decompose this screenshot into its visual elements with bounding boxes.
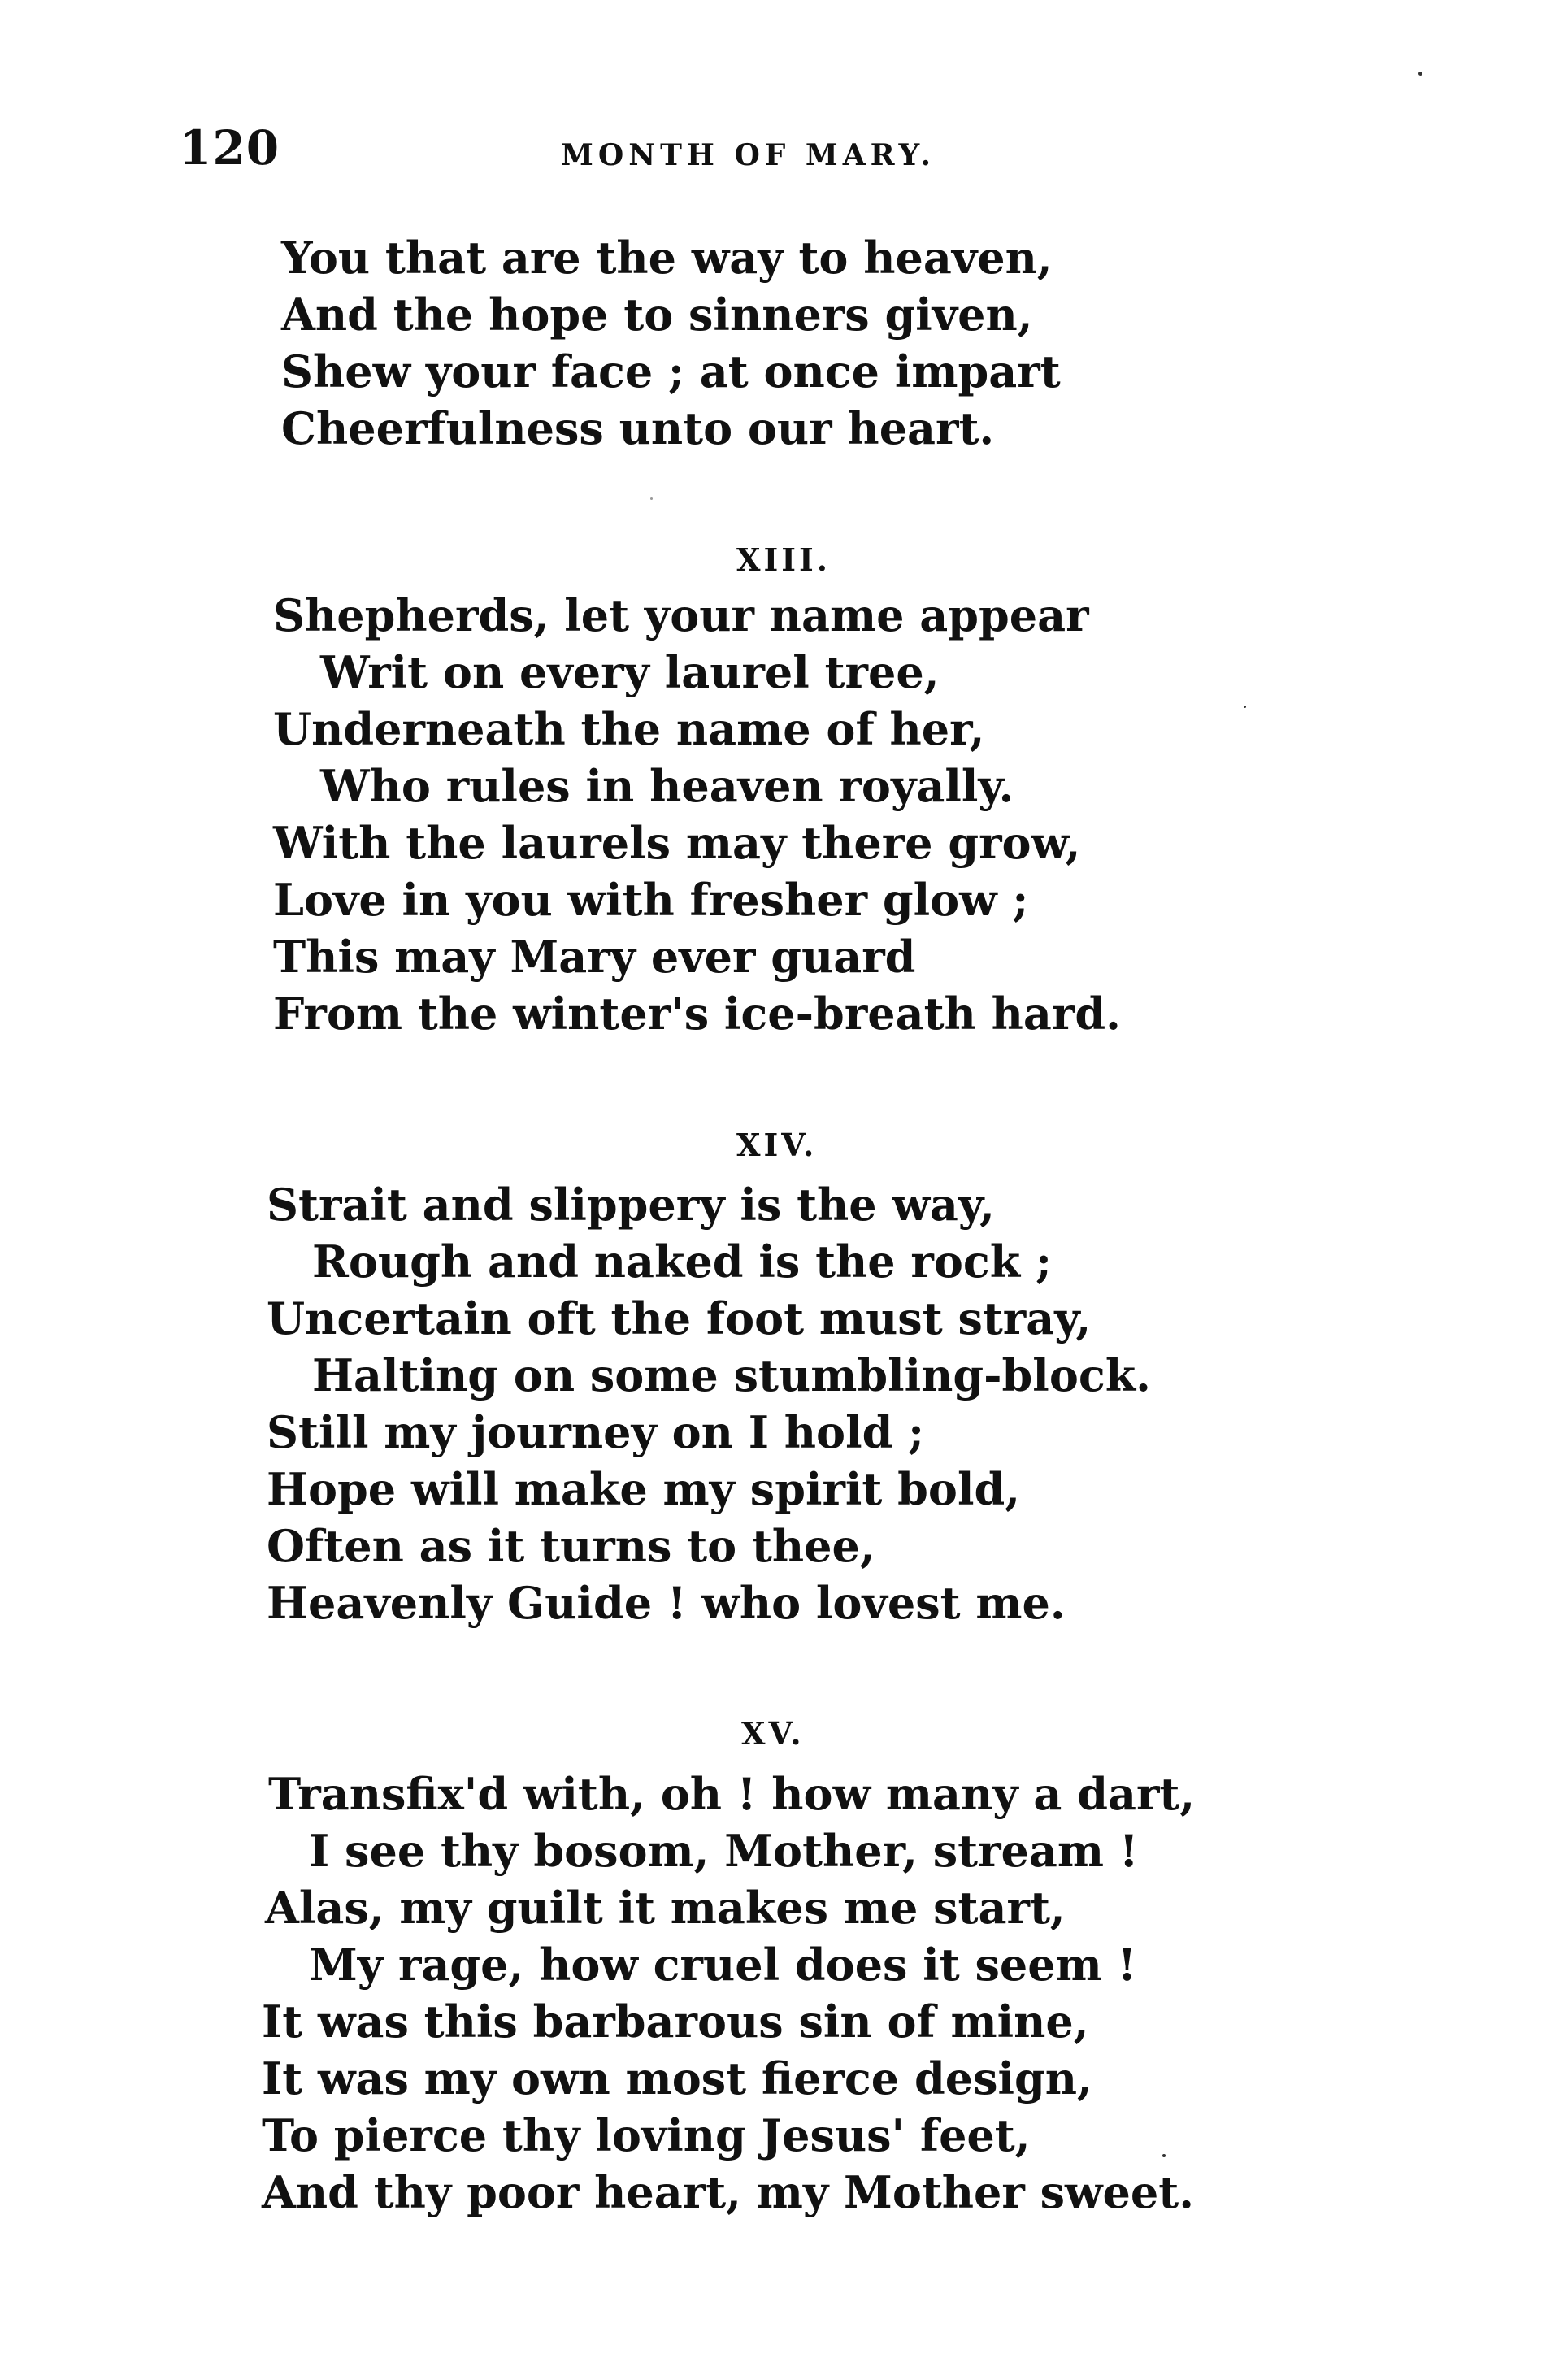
print-speck — [650, 497, 653, 500]
verse-line: Writ on every laurel tree, — [320, 646, 940, 698]
verse-line: Uncertain oft the foot must stray, — [267, 1292, 1092, 1344]
stanza-numeral: XV. — [741, 1715, 805, 1752]
verse-line: Underneath the name of her, — [273, 703, 985, 755]
verse-line: Strait and slippery is the way, — [267, 1179, 995, 1231]
verse-line: Shew your face ; at once impart — [281, 345, 1061, 397]
verse-line: Who rules in heaven royally. — [320, 760, 1014, 812]
verse-line: I see thy bosom, Mother, stream ! — [309, 1825, 1139, 1877]
stanza-numeral: XIII. — [736, 541, 832, 578]
verse-line: My rage, how cruel does it seem ! — [309, 1939, 1137, 1991]
print-speck — [1418, 72, 1422, 76]
verse-line: Still my journey on I hold ; — [267, 1406, 925, 1458]
verse-line: Cheerfulness unto our heart. — [281, 402, 995, 454]
verse-line: You that are the way to heaven, — [281, 232, 1053, 284]
page-number: 120 — [179, 120, 280, 176]
verse-line: From the winter's ice-breath hard. — [273, 988, 1121, 1040]
verse-line: To pierce thy loving Jesus' feet, — [262, 2109, 1031, 2161]
print-speck — [1162, 2154, 1166, 2157]
verse-line: This may Mary ever guard — [273, 931, 916, 983]
verse-line: It was my own most fierce design, — [262, 2052, 1092, 2104]
verse-line: Often as it turns to thee, — [267, 1520, 875, 1572]
verse-line: And the hope to sinners given, — [281, 289, 1033, 341]
verse-line: Transfix'd with, oh ! how many a dart, — [268, 1768, 1196, 1820]
verse-line: Heavenly Guide ! who lovest me. — [267, 1577, 1066, 1629]
verse-line: Halting on some stumbling-block. — [312, 1349, 1151, 1401]
verse-line: It was this barbarous sin of mine, — [262, 1996, 1089, 2048]
verse-line: Alas, my guilt it makes me start, — [265, 1882, 1066, 1934]
print-speck — [1244, 706, 1246, 708]
verse-line: Love in you with fresher glow ; — [273, 874, 1029, 926]
verse-line: Shepherds, let your name appear — [273, 589, 1089, 641]
verse-line: With the laurels may there grow, — [273, 817, 1081, 869]
verse-line: Hope will make my spirit bold, — [267, 1463, 1021, 1515]
verse-line: Rough and naked is the rock ; — [312, 1236, 1052, 1288]
verse-line: And thy poor heart, my Mother sweet. — [262, 2166, 1194, 2218]
running-title: MONTH OF MARY. — [561, 138, 936, 172]
stanza-numeral: XIV. — [736, 1127, 818, 1163]
